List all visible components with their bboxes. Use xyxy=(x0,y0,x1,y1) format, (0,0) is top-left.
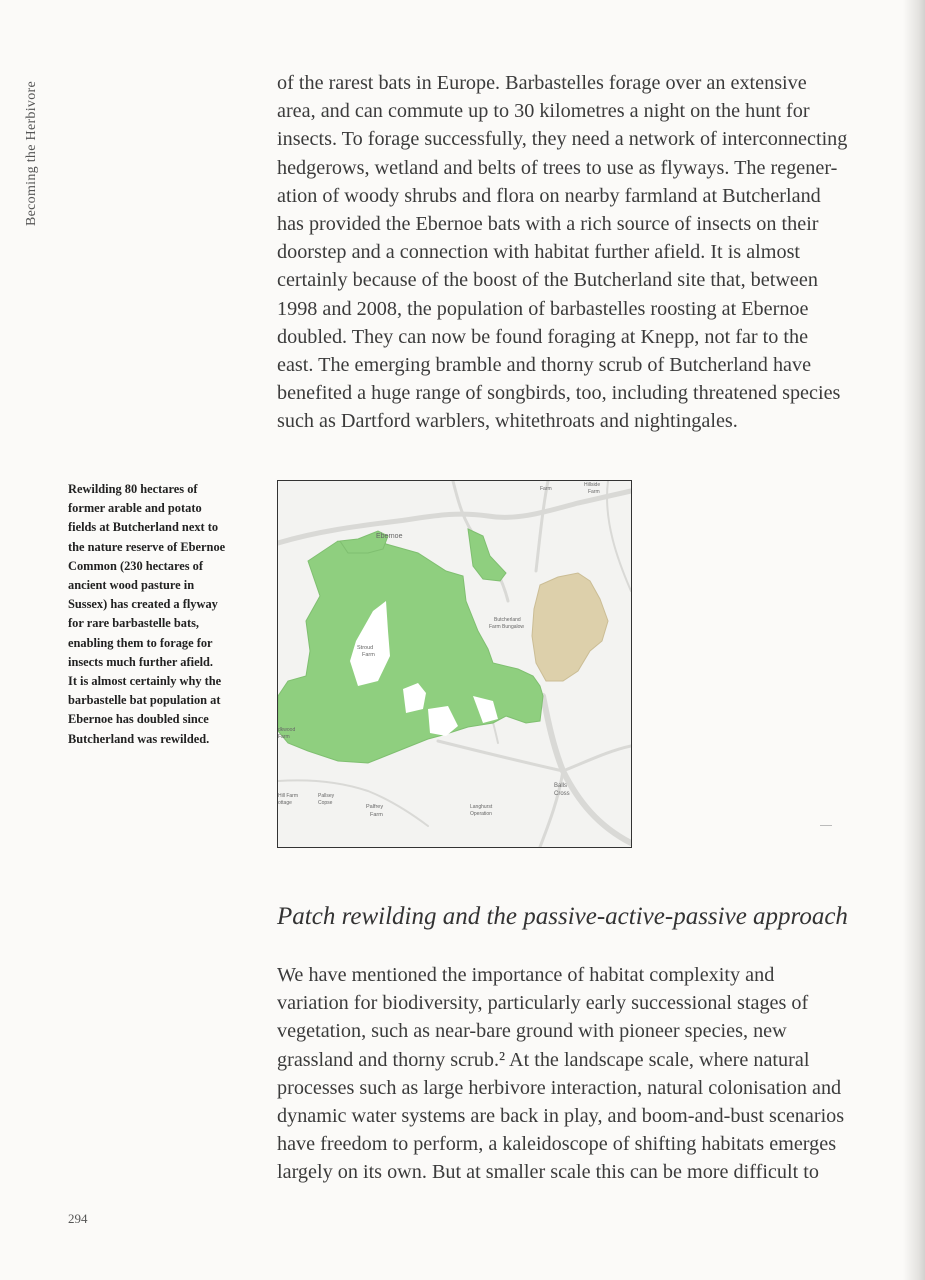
map-label-palfrey-farm: Farm xyxy=(370,812,383,818)
caption-line: Ebernoe has doubled since xyxy=(68,712,209,727)
map-label-hill-farm-cottage: ottage xyxy=(278,800,292,806)
section-heading: Patch rewilding and the passive-active-passive approach xyxy=(277,903,848,930)
scan-mark xyxy=(820,825,832,826)
caption-line: insects much further afield. xyxy=(68,654,214,669)
text-line: processes such as large herbivore interaction, natural colonisation and xyxy=(277,1076,842,1099)
map-label-hillside-farm: Farm xyxy=(588,489,600,495)
caption-line: the nature reserve of Ebernoe xyxy=(68,539,226,554)
text-line: grassland and thorny scrub.² At the landscape scale, where natural xyxy=(277,1048,810,1071)
caption-line: Butcherland was rewilded. xyxy=(68,731,210,746)
map-svg xyxy=(278,481,631,847)
body-paragraph-1 xyxy=(277,69,882,436)
page-number: 294 xyxy=(68,1211,88,1226)
text-line: certainly because of the boost of the Butcherland site that, between xyxy=(277,269,818,292)
map-label-top-farm: Farm xyxy=(540,486,552,492)
text-line: vegetation, such as near-bare ground with pioneer species, new xyxy=(277,1020,787,1043)
map-label-ebernoe: Ebernoe xyxy=(376,533,403,540)
page-edge-shadow xyxy=(903,0,925,1280)
caption-line: It is almost certainly why the xyxy=(68,674,222,689)
text-line: largely on its own. But at smaller scale this can be more difficult to xyxy=(277,1161,819,1184)
map-label-wood-farm: dkwood xyxy=(278,727,296,733)
caption-line: former arable and potato xyxy=(68,501,202,516)
text-line: such as Dartford warblers, whitethroats and nightingales. xyxy=(277,410,738,433)
map-label-wood-farm-2: Farm xyxy=(278,734,290,740)
caption-line: Rewilding 80 hectares of xyxy=(68,482,198,496)
map-label-pallsey-copse: Copse xyxy=(318,800,333,806)
text-line: doorstep and a connection with habitat further afield. It is almost xyxy=(277,241,801,264)
caption-line: enabling them to forage for xyxy=(68,635,213,650)
caption-line: Common (230 hectares of xyxy=(68,558,204,573)
text-line: doubled. They can now be found foraging at Knepp, not far to the xyxy=(277,325,809,348)
map-label-palfrey: Palfrey xyxy=(366,804,384,810)
running-head: Becoming the Herbivore xyxy=(24,80,39,226)
text-line: variation for biodiversity, particularly early successional stages of xyxy=(277,992,809,1015)
caption-line: ancient wood pasture in xyxy=(68,578,195,593)
text-line: have freedom to perform, a kaleidoscope of shifting habitats emerges xyxy=(277,1133,837,1156)
map-label-langhurst-operation: Operation xyxy=(470,811,492,817)
caption-line: barbastelle bat population at xyxy=(68,693,221,708)
map-label-butcherland: Butcherland xyxy=(494,617,521,623)
text-line: has provided the Ebernoe bats with a rich source of insects on their xyxy=(277,213,819,236)
map-label-stroud-farm: Farm xyxy=(362,652,375,658)
caption-line: Sussex) has created a flyway xyxy=(68,597,218,612)
map-label-butcherland-bungalow: Farm Bungalow xyxy=(489,624,525,630)
text-line: 1998 and 2008, the population of barbastelles roosting at Ebernoe xyxy=(277,297,809,320)
map-figure xyxy=(277,480,632,848)
map-label-langhurst: Langhurst xyxy=(470,804,493,810)
text-line: dynamic water systems are back in play, and boom-and-bust scenarios xyxy=(277,1105,845,1128)
text-line: We have mentioned the importance of habitat complexity and xyxy=(277,964,775,986)
map-label-hillside: Hillside xyxy=(584,482,601,488)
body-paragraph-2 xyxy=(277,961,882,1187)
caption-line: fields at Butcherland next to xyxy=(68,520,219,535)
map-label-stroud: Stroud xyxy=(357,645,374,651)
map-label-balls: Balls xyxy=(554,783,568,789)
text-line: hedgerows, wetland and belts of trees to use as flyways. The regener- xyxy=(277,156,838,179)
text-line: area, and can commute up to 30 kilometres a night on the hunt for xyxy=(277,100,810,123)
text-line: east. The emerging bramble and thorny scrub of Butcherland have xyxy=(277,354,812,377)
map-label-balls-cross: Cross xyxy=(554,791,570,797)
text-line: benefited a huge range of songbirds, too, including threatened species xyxy=(277,382,841,405)
figure-caption xyxy=(68,480,258,749)
text-line: ation of woody shrubs and flora on nearby farmland at Butcherland xyxy=(277,184,821,207)
text-line: insects. To forage successfully, they need a network of interconnecting xyxy=(277,128,848,151)
map-label-pallsey: Pallsey xyxy=(318,793,335,799)
map-label-hill-farm: Hill Farm xyxy=(278,793,298,799)
caption-line: for rare barbastelle bats, xyxy=(68,616,199,631)
text-line: of the rarest bats in Europe. Barbastelles forage over an extensive xyxy=(277,72,807,94)
